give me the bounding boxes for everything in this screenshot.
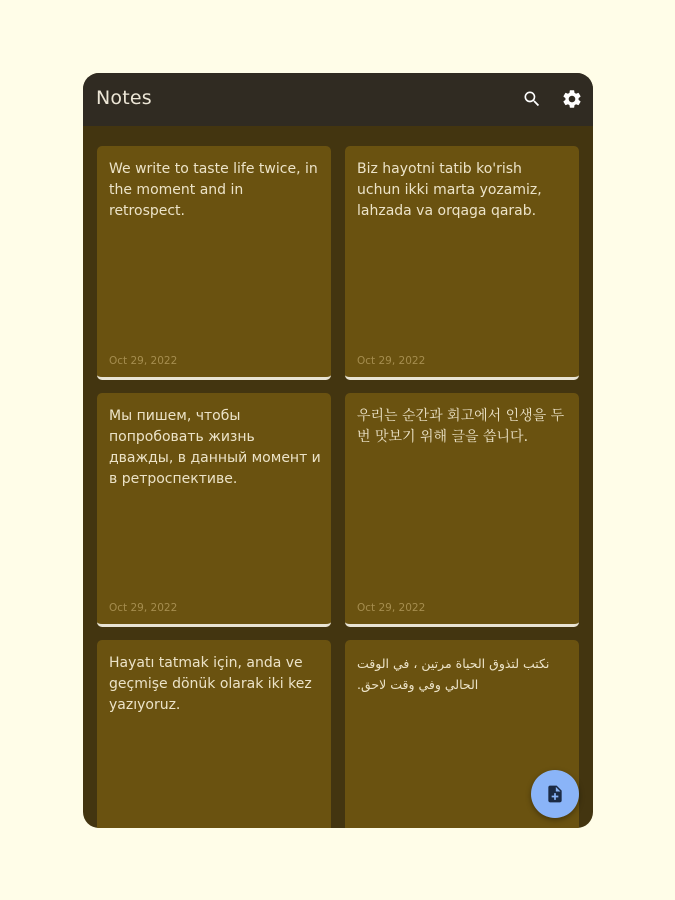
note-card[interactable] xyxy=(345,393,579,627)
search-button[interactable] xyxy=(519,86,545,112)
search-icon xyxy=(522,89,542,109)
note-card[interactable] xyxy=(97,640,331,828)
app-bar xyxy=(83,73,593,126)
app-title: Notes xyxy=(96,87,152,109)
new-note-button[interactable] xyxy=(531,770,579,818)
gear-icon xyxy=(561,88,583,110)
note-text: Мы пишем, чтобы попробовать жизнь дважды, в данный момент и в ретроспективе. xyxy=(109,408,321,487)
note-text: 우리는 순간과 회고에서 인생을 두 번 맛보기 위해 글을 씁니다. xyxy=(357,408,565,445)
note-date: Oct 29, 2022 xyxy=(109,602,178,614)
note-card[interactable] xyxy=(97,393,331,627)
note-date: Oct 29, 2022 xyxy=(109,355,178,367)
note-card[interactable] xyxy=(97,146,331,380)
note-card[interactable] xyxy=(345,146,579,380)
notes-grid xyxy=(83,126,593,828)
note-date: Oct 29, 2022 xyxy=(357,602,426,614)
note-text: نكتب لتذوق الحياة مرتين ، في الوقت الحالي وفي وقت لاحق. xyxy=(357,656,550,692)
note-text: We write to taste life twice, in the moment and in retrospect. xyxy=(109,161,318,219)
settings-button[interactable] xyxy=(559,86,585,112)
app-window xyxy=(83,73,593,828)
note-text: Biz hayotni tatib ko'rish uchun ikki marta yozamiz, lahzada va orqaga qarab. xyxy=(357,161,542,219)
note-add-icon xyxy=(545,784,565,804)
note-text: Hayatı tatmak için, anda ve geçmişe dönük olarak iki kez yazıyoruz. xyxy=(109,655,312,713)
note-date: Oct 29, 2022 xyxy=(357,355,426,367)
